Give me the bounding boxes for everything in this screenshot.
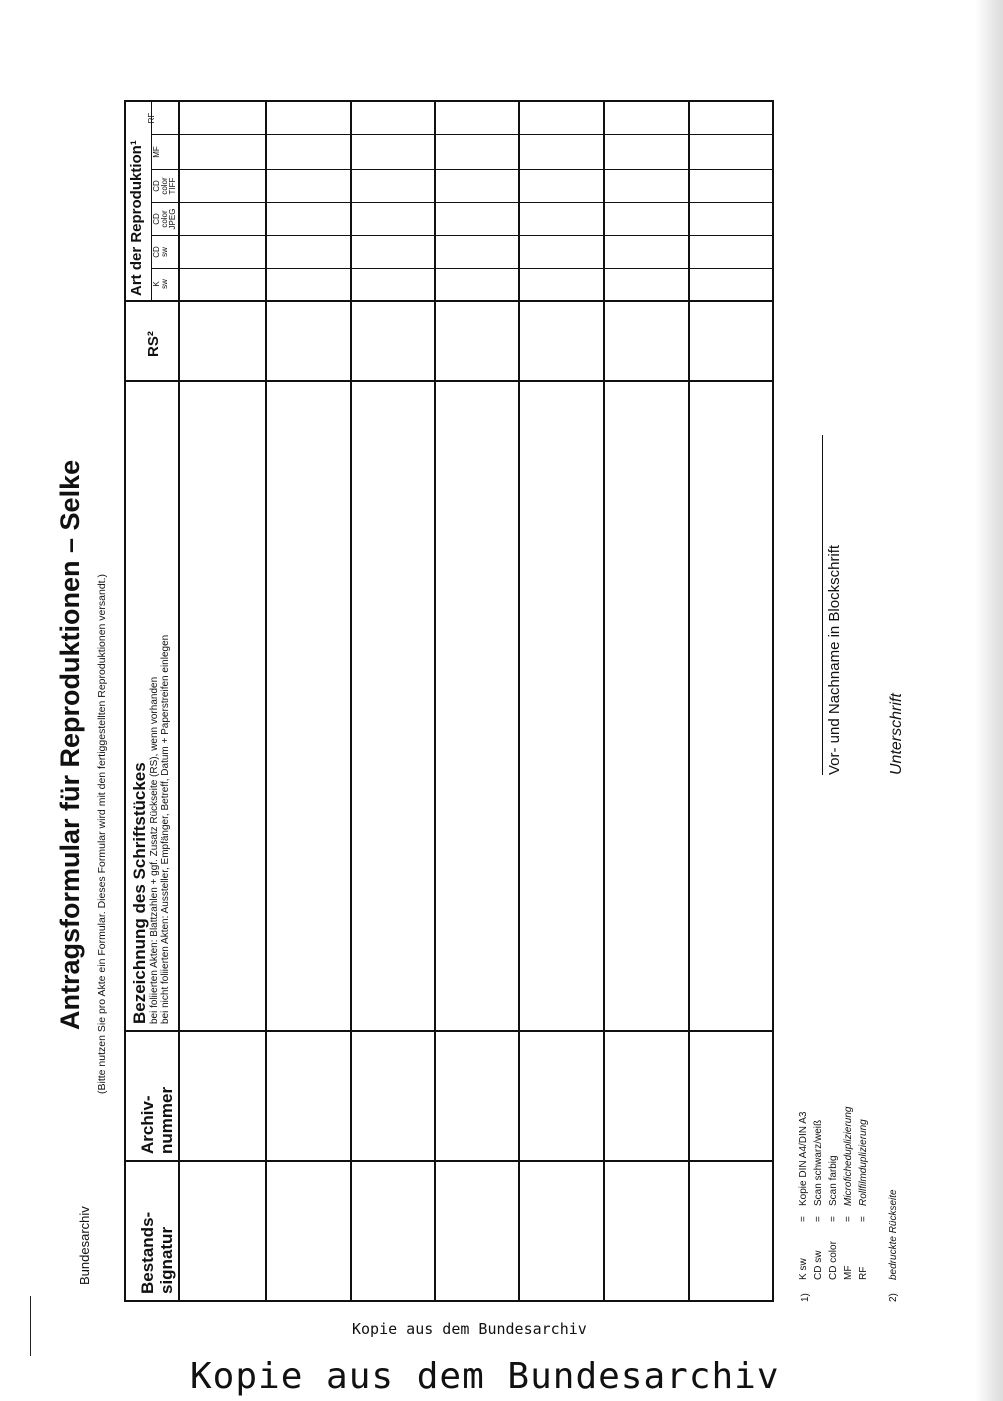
subheader-cd-color-tiff-line3: TIFF [168,177,177,195]
col-header-bezeichnung [130,635,171,1024]
legend-eq: = [813,1216,824,1222]
col-header-art-der-reproduktion: Art der Reproduktion¹ [128,140,145,296]
legend-eq: = [798,1216,809,1222]
col-header-bestandssignatur-line1: Bestands- [138,1211,157,1294]
header-row-divider [178,100,180,1302]
col-header-bezeichnung-title: Bezeichnung des Schriftstückes [130,762,149,1024]
col-header-bezeichnung-line2: bei nicht foliierten Akten: Aussteller, Empfänger, Betreff, Datum + Paperstreifen einlegen [160,634,171,1024]
subheader-cd-color-jpeg-line3: JPEG [168,208,177,230]
legend-text: Kopie DIN A4/DIN A3 [798,1111,809,1206]
col-header-archivnummer-line1: Archiv- [138,1095,157,1154]
art-subcol-3 [151,202,774,203]
footnote-legend [798,980,873,1280]
footnote-1-marker: 1) [800,1293,811,1302]
legend-row-mf [843,980,858,1280]
legend-abbr: MF [843,1265,854,1280]
col-divider-4 [124,300,774,302]
subheader-k-sw [153,270,169,298]
legend-abbr: RF [858,1266,869,1280]
col-header-archivnummer-line2: nummer [157,1086,176,1154]
legend-eq: = [858,1216,869,1222]
table-border-bottom [772,100,774,1302]
row-divider-2 [350,100,352,1302]
subheader-cd-color-jpeg [153,205,177,233]
legend-text: Scan schwarz/weiß [813,1119,824,1206]
legend-text: Rollfilmduplizierung [858,1119,869,1206]
col-header-archivnummer [138,1087,176,1154]
art-subcol-2 [151,235,774,236]
art-subcol-1 [151,268,774,269]
col-header-bestandssignatur [138,1212,176,1294]
col-divider-3 [124,380,774,382]
footnote-2-marker: 2) [888,1293,899,1302]
footnote-2-text: bedruckte Rückseite [888,1189,899,1280]
copy-stamp-small: Kopie aus dem Bundesarchiv [352,1320,587,1338]
col-divider-1 [124,1160,774,1162]
table-border-right [124,100,774,102]
legend-eq: = [828,1216,839,1222]
legend-row-rf [858,980,873,1280]
row-divider-3 [434,100,436,1302]
art-subcol-4 [151,169,774,170]
legend-row-k-sw [798,980,813,1280]
col-header-bestandssignatur-line2: signatur [157,1226,176,1294]
legend-abbr: CD sw [813,1250,824,1280]
subheader-cd-sw [153,238,169,266]
copy-stamp-large: Kopie aus dem Bundesarchiv [190,1356,780,1397]
table-border-left [124,1300,774,1302]
subheader-cd-sw-line1: CD [152,246,161,258]
legend-row-cd-sw [813,980,828,1280]
legend-text: Scan farbig [828,1155,839,1206]
signature-line [822,435,823,775]
scan-edge-shadow [975,0,1003,1401]
subheader-cd-color-tiff [153,172,177,200]
col-header-rs: RS² [145,331,162,357]
name-block-label: Vor- und Nachname in Blockschrift [826,544,843,775]
org-name: Bundesarchiv [77,1206,92,1285]
legend-row-cd-color [828,980,843,1280]
art-subcol-5 [151,134,774,135]
legend-abbr: CD color [828,1241,839,1280]
subheader-cd-color-tiff-line2: color [160,177,169,195]
subheader-cd-color-tiff-line1: CD [152,180,161,192]
col-divider-2 [124,1030,774,1032]
row-divider-6 [688,100,690,1302]
form-subtitle: (Bitte nutzen Sie pro Akte ein Formular. Dieses Formular wird mit den fertiggestellten Reproduktionen versandt.) [96,574,108,1094]
subheader-cd-sw-line2: sw [160,247,169,257]
subheader-cd-color-jpeg-line2: color [160,210,169,228]
subheader-rf: RF [147,112,156,124]
table-border-top [124,100,126,1302]
legend-text: Microficheduplizierung [843,1106,854,1206]
row-divider-4 [518,100,520,1302]
subheader-mf: MF [152,146,161,158]
subheader-k-sw-line2: sw [160,279,169,289]
subheader-k-sw-line1: K [152,281,161,287]
signature-label: Unterschrift [888,693,905,775]
row-divider-1 [265,100,267,1302]
col-header-bezeichnung-line1: bei foliierten Akten: Blattzahlen + ggf. Zusatz Rückseite (RS), wenn vorhanden [149,676,160,1024]
form-title: Antragsformular für Reproduktionen – Selke [55,459,85,1030]
subheader-cd-color-jpeg-line1: CD [152,213,161,225]
row-divider-5 [603,100,605,1302]
legend-eq: = [843,1216,854,1222]
legend-abbr: K sw [798,1258,809,1280]
